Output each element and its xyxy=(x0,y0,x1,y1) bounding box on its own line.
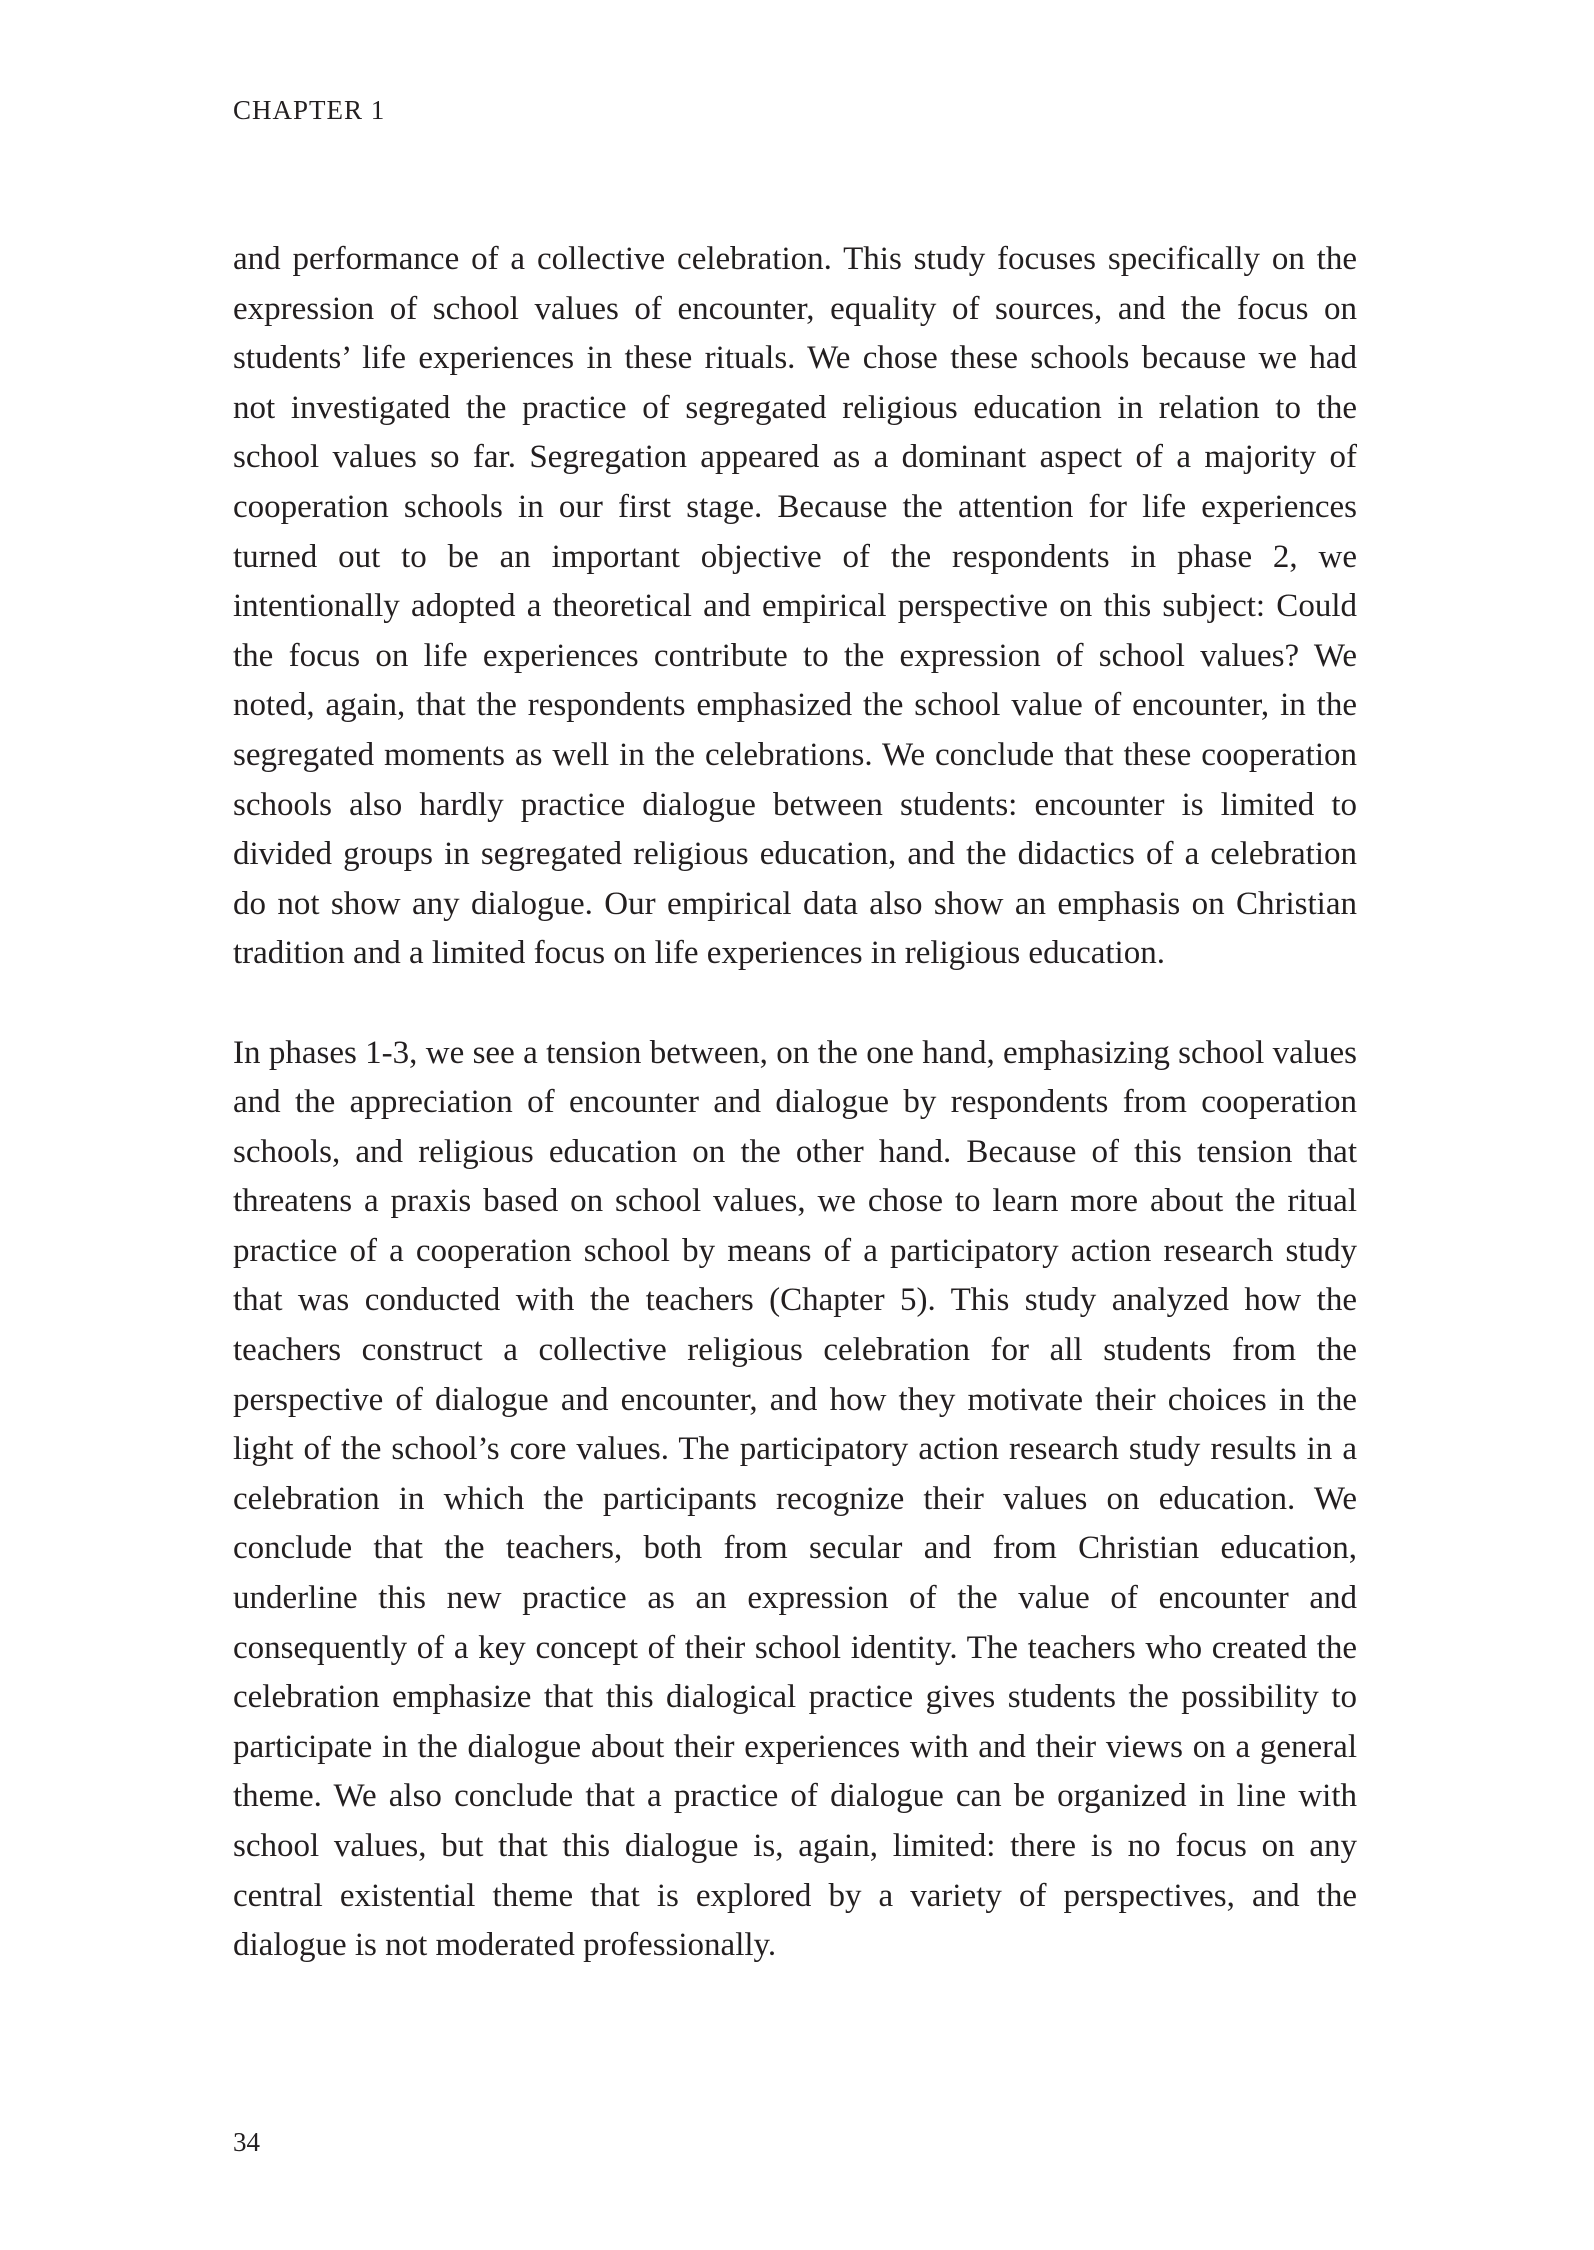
body-text xyxy=(233,235,1357,1971)
running-head: CHAPTER 1 xyxy=(233,95,386,125)
paragraph: In phases 1-3, we see a tension between, on the one hand, emphasizing school values and the appreciation of encounter and dialogue by respondents from cooperation schools, and religious education on the other hand. Because of this tension that threatens a praxis based on school values, we chose to learn more about the ritual practice of a cooperation school by means of a participatory action research study that was conducted with the teachers (Chapter 5). This study analyzed how the teachers construct a collective religious celebration for all students from the perspective of dialogue and encounter, and how they motivate their choices in the light of the school’s core values. The participatory action research study results in a celebration in which the participants recognize their values on education. We conclude that the teachers, both from secular and from Christian education, underline this new practice as an expression of the value of encounter and consequently of a key concept of their school identity. The teachers who created the celebration emphasize that this dialogical practice gives students the possibility to participate in the dialogue about their experiences with and their views on a general theme. We also conclude that a practice of dialogue can be organized in line with school values, but that this dialogue is, again, limited: there is no focus on any central existential theme that is explored by a variety of perspectives, and the dialogue is not moderated professionally. xyxy=(233,1034,1357,1964)
paragraph: and performance of a collective celebration. This study focuses specifically on the expression of school values of encounter, equality of sources, and the focus on students’ life experiences in these rituals. We chose these schools because we had not investigated the practice of segregated religious education in relation to the school values so far. Segregation appeared as a dominant aspect of a majority of cooperation schools in our first stage. Because the attention for life experiences turned out to be an important objective of the respondents in phase 2, we intentionally adopted a theoretical and empirical perspective on this subject: Could the focus on life experiences contribute to the expression of school values? We noted, again, that the respondents emphasized the school value of encounter, in the segregated moments as well in the celebrations. We conclude that these cooperation schools also hardly practice dialogue between students: encounter is limited to divided groups in segregated religious education, and the didactics of a celebration do not show any dialogue. Our empirical data also show an emphasis on Christian tradition and a limited focus on life experiences in religious education. xyxy=(233,241,1357,972)
page-number: 34 xyxy=(233,2127,260,2157)
